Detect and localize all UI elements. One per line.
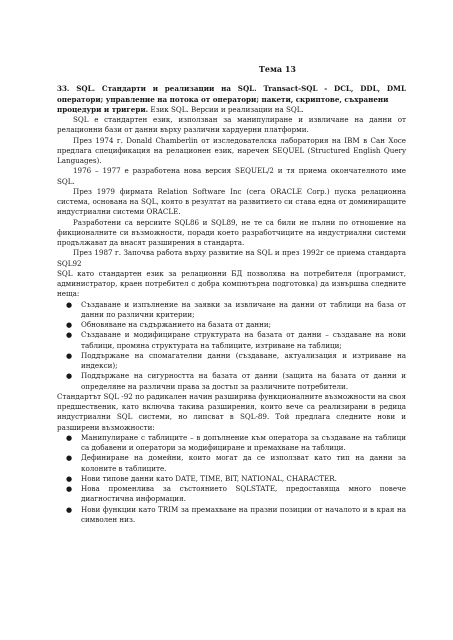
paragraph-2: През 1974 г. Donald Chamberlin от изследователска лаборатория на IBM в Сан Хосе предлага спецификация на релационен език, наречен SEQUEL (Structured English Query Languages). xyxy=(57,135,406,165)
bullet-icon: ● xyxy=(66,321,73,329)
list-item: ● Манипулиране с таблиците – в допълнение към оператора за създаване на таблици са добавени и оператори за модифициране и премахване на таблици. xyxy=(66,432,406,452)
section-heading xyxy=(57,84,406,115)
topic-title: Тема 13 xyxy=(258,64,296,74)
bullet-icon: ● xyxy=(66,351,73,360)
list-item: ● Поддържане на сигурността на базата от данни (защита на базата от данни и определяне на различни права за достъп за различните потребители. xyxy=(66,371,406,391)
capabilities-list xyxy=(57,300,406,392)
bullet-icon: ● xyxy=(66,474,73,483)
list-item: ● Поддържане на спомагателни данни (създаване, актуализация и изтриване на индекси); xyxy=(66,350,406,370)
bullet-icon: ● xyxy=(66,505,73,514)
list-item: ● Създаване и модифициране структурата на базата от данни – създаване на нови таблици, промяна структурата на таблиците, изтриване на таблици; xyxy=(66,330,406,350)
paragraph-4: През 1979 фирмата Relation Software Inc (сега ORACLE Corp.) пуска релационна система, основана на SQL, която в резултат на развитието си става една от доминиращите индустриални системи ORACLE. xyxy=(57,186,406,217)
bullet-icon: ● xyxy=(66,331,73,340)
bullet-icon: ● xyxy=(66,485,73,493)
heading-subtitle: процедури и тригери. xyxy=(57,104,149,114)
heading-title: 33. SQL. Стандарти и реализации на SQL. Transact-SQL - DCL, DDL, DML оператори; управление на потока от оператори; пакети, скриптове, съхранени xyxy=(57,84,406,104)
sql92-features-list xyxy=(57,433,406,525)
bullet-icon: ● xyxy=(66,454,73,463)
paragraph-5: Разработени са версиите SQL86 и SQL89, не те са били не пълни по отношение на фикционалните си възможности, поради което разработчиците на индустриални системи продължават да внасят разширения в стандарта. xyxy=(57,217,406,247)
heading-lead: Език SQL. Версии и реализации на SQL. xyxy=(148,104,304,114)
list-item: ● Нови функции като TRIM за премахване на празни позиции от началото и в края на символен низ. xyxy=(66,504,406,524)
bullet-icon: ● xyxy=(66,433,73,442)
bullet-icon: ● xyxy=(66,300,73,309)
paragraph-sql-standard: SQL като стандартен език за релационни БД позволява на потребителя (програмист, администратор, краен потребител с добра компютърна подготовка) да извършва следните неща: xyxy=(57,268,406,299)
paragraph-6: През 1987 г. Започва работа върху развитие на SQL и през 1992г се приема стандарта SQL92 xyxy=(57,248,406,268)
list-item: ● Нова променлива за състоянието SQLSTATE, предоставяща много повече диагностична информация. xyxy=(66,484,406,504)
list-item: ● Обновяване на съдържанието на базата от данни; xyxy=(66,320,272,329)
paragraph-3: 1976 – 1977 е разработена нова версия SEQUEL/2 и тя приема окончателното име SQL. xyxy=(57,166,406,186)
list-item: ● Нови типове данни като DATE, TIME, BIT, NATIONAL, CHARACTER. xyxy=(66,473,337,483)
list-item: ● Създаване и изпълнение на заявки за извличане на данни от таблици на база от данни по различни критерии; xyxy=(66,299,406,319)
bullet-icon: ● xyxy=(66,372,73,381)
paragraph-sql92: Стандартът SQL -92 по радикален начин разширява функционалните възможности на своя предшественик, като включва такива разширения, които вече са реализирани в редица индустриални SQL системи, но липсват в SQL-89. Той предлага следните нови и разширени възможности: xyxy=(57,391,406,432)
paragraph-1: SQL е стандартен език, използван за манипулиране и извличане на данни от релационни бази от данни върху различни хардуерни платформи. xyxy=(57,115,406,135)
list-item: ● Дефиниране на домейни, които могат да се използват като тип на данни за колоните в таблиците. xyxy=(66,453,406,473)
